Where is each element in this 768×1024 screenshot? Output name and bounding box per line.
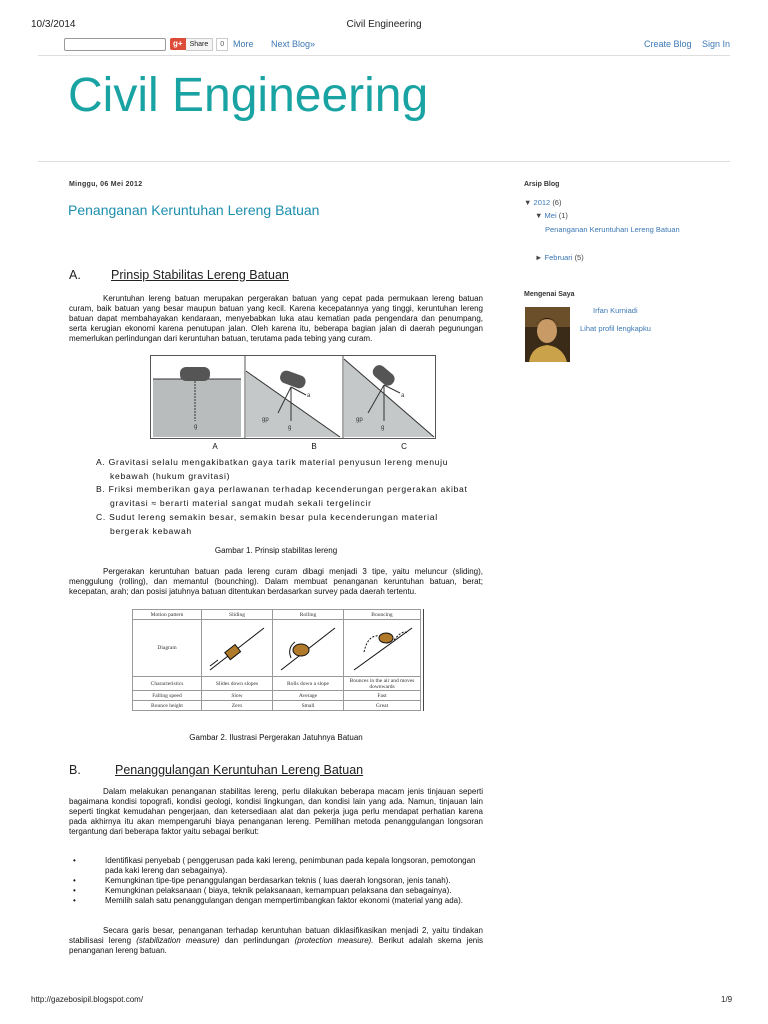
list-item: • Memilih salah satu penanggulangan dengan mempertimbangkan faktor ekonomi (material yang ada). bbox=[73, 896, 463, 905]
paragraph-1: Keruntuhan lereng batuan merupakan pergerakan batuan yang cepat pada permukaan lereng batuan curam, baik batuan yang besar maupun batuan yang kecil. Karena kecepatannya yang tinggi, keruntuhan lereng batuan dapat membahayakan kendaraan, menyebabkan luka atau kematian pada pengendara dan penumpang, serta kerugian ekonomi karena penutupan jalan. Oleh karena itu, beberapa bagian jalan di daerah pegunungan memerlukan perlindungan dari keruntuhan batuan, terutama pada tebing yang curam. bbox=[69, 294, 483, 343]
bouncing-speed: Fast bbox=[344, 691, 421, 701]
legend-b: B. Friksi memberikan gaya perlawanan terhadap kecenderungan pergerakan akibat gravitasi ≈ berarti material sangat mudah sekali tergelincir bbox=[96, 484, 468, 508]
characteristics-label: Characteristics bbox=[133, 677, 202, 691]
caption-1: Gambar 1. Prinsip stabilitas lereng bbox=[214, 546, 338, 555]
factor-list bbox=[69, 856, 483, 906]
gravity-symbol-b: g bbox=[288, 425, 292, 431]
list-item: • Kemungkinan pelaksanaan ( biaya, teknik pelaksanaan, kemampuan pelaksana dan sebagainya). bbox=[73, 886, 452, 895]
more-link[interactable]: More bbox=[233, 39, 254, 49]
falling-speed-label: Falling speed bbox=[133, 691, 202, 701]
author-name[interactable]: Irfan Kurniadi bbox=[593, 306, 638, 315]
normal-symbol-c: a bbox=[401, 393, 405, 399]
archive-month-februari[interactable]: ► Februari (5) bbox=[535, 253, 584, 262]
section-b-title: Penanggulangan Keruntuhan Lereng Batuan bbox=[115, 763, 364, 777]
archive-post-link[interactable]: Penanganan Keruntuhan Lereng Batuan bbox=[545, 225, 680, 234]
triangle-right-icon: ► bbox=[535, 253, 543, 262]
friction-symbol-b: gp bbox=[262, 417, 269, 423]
rolling-bounce: Small bbox=[273, 701, 344, 711]
post-date: Minggu, 06 Mei 2012 bbox=[69, 181, 143, 188]
navbar-divider bbox=[38, 55, 730, 56]
triangle-down-icon: ▼ bbox=[524, 198, 532, 207]
triangle-down-icon: ▼ bbox=[535, 211, 543, 220]
caption-2: Gambar 2. Ilustrasi Pergerakan Jatuhnya Batuan bbox=[189, 733, 363, 742]
bounce-height-label: Bounce height bbox=[133, 701, 202, 711]
sliding-speed: Slow bbox=[202, 691, 273, 701]
fig-label-b: B bbox=[311, 442, 317, 451]
gravity-symbol-c: g bbox=[381, 425, 385, 431]
search-input[interactable] bbox=[64, 38, 166, 51]
create-blog-link[interactable]: Create Blog bbox=[644, 39, 692, 49]
motion-table-figure bbox=[132, 609, 424, 711]
blog-title[interactable]: Civil Engineering bbox=[68, 69, 429, 122]
profile-link[interactable]: Lihat profil lengkapku bbox=[580, 324, 651, 333]
diagram-label: Diagram bbox=[133, 620, 202, 677]
avatar[interactable] bbox=[525, 307, 570, 362]
gplus-icon: g+ bbox=[170, 38, 186, 50]
archive-year[interactable]: ▼ 2012 (6) bbox=[524, 198, 562, 207]
paragraph-4: Secara garis besar, penanganan terhadap keruntuhan batuan diklasifikasikan menjadi 2, yaitu tindakan stabilisasi lereng (stabilization measure) dan perlindungan (protection measure). Berikut adalah skema jenis penanganan lereng batuan. bbox=[69, 926, 484, 955]
bouncing-characteristics: Bounces in the air and moves downwards bbox=[344, 677, 421, 691]
sign-in-link[interactable]: Sign In bbox=[702, 39, 731, 49]
rolling-diagram bbox=[275, 620, 341, 674]
sliding-characteristics: Slides down slopes bbox=[202, 677, 273, 691]
motion-table bbox=[132, 609, 421, 711]
bouncing-diagram bbox=[346, 620, 418, 674]
legend-c: C. Sudut lereng semakin besar, semakin besar pula kecenderungan material bergerak kebawah bbox=[96, 512, 438, 536]
share-count: 0 bbox=[216, 38, 228, 51]
paragraph-2: Pergerakan keruntuhan batuan pada lereng curam dibagi menjadi 3 tipe, yaitu meluncur (sliding), menggulung (rolling), dan memantul (bounching). Dalam membuat penanganan keruntuhan batuan, berat; kecepatan, arah; dan posisi jatuhnya batuan ditentukan berdasarkan survey pada daerah tertentu. bbox=[69, 567, 483, 596]
section-b-letter: B. bbox=[69, 763, 81, 777]
rolling-header: Rolling bbox=[273, 610, 344, 620]
rolling-speed: Average bbox=[273, 691, 344, 701]
print-title: Civil Engineering bbox=[346, 19, 422, 30]
stability-figure bbox=[150, 355, 436, 439]
rolling-characteristics: Rolls down a slope bbox=[273, 677, 344, 691]
sliding-header: Sliding bbox=[202, 610, 273, 620]
next-blog-link[interactable]: Next Blog» bbox=[271, 39, 316, 49]
print-date: 10/3/2014 bbox=[31, 19, 76, 30]
post-title[interactable]: Penanganan Keruntuhan Lereng Batuan bbox=[68, 202, 320, 218]
print-url: http://gazebosipil.blogspot.com/ bbox=[31, 995, 144, 1004]
archive-month-mei[interactable]: ▼ Mei (1) bbox=[535, 211, 568, 220]
about-title: Mengenai Saya bbox=[524, 291, 575, 298]
section-a-letter: A. bbox=[69, 268, 81, 282]
header-divider bbox=[38, 161, 730, 162]
paragraph-3: Dalam melakukan penanganan stabilitas lereng, perlu dilakukan beberapa macam jenis tinjauan seperti bagaimana kondisi topografi, kondisi geologi, kondisi lingkungan, dan kondisi lain yang ada. Namun, tinjauan lain seperti tingkat kemudahan pengerjaan, dan ketersediaan alat dan pekerja juga perlu mendapat perhatian karena pada akhirnya itu akan mempengaruhi biaya penanganan lereng. Pemilihan metoda penanggulangan longsoran tergantung dari beberapa faktor yaitu sebagai berikut: bbox=[69, 787, 483, 836]
print-page: 1/9 bbox=[721, 995, 733, 1004]
list-item: • Identifikasi penyebab ( penggerusan pada kaki lereng, penimbunan pada kepala longsoran, pemotongan pada kaki lereng dan sebagainya). bbox=[73, 856, 476, 875]
fig-label-c: C bbox=[401, 442, 407, 451]
gplus-share-button[interactable] bbox=[170, 37, 228, 51]
share-label: Share bbox=[186, 38, 214, 51]
gravity-symbol-a: g bbox=[194, 424, 198, 430]
sliding-bounce: Zero bbox=[202, 701, 273, 711]
list-item: • Kemungkinan tipe-tipe penanggulangan berdasarkan teknis ( luas daerah longsoran, jenis tanah). bbox=[73, 876, 451, 885]
motion-header: Motion pattern bbox=[133, 610, 202, 620]
legend-a: A. Gravitasi selalu mengakibatkan gaya tarik material penyusun lereng menuju kebawah (hukum gravitasi) bbox=[96, 457, 449, 481]
sliding-diagram bbox=[204, 620, 270, 674]
section-a-title: Prinsip Stabilitas Lereng Batuan bbox=[111, 268, 289, 282]
friction-symbol-c: gp bbox=[356, 417, 363, 423]
archive-title: Arsip Blog bbox=[524, 181, 560, 188]
bouncing-header: Bouncing bbox=[344, 610, 421, 620]
fig-label-a: A bbox=[212, 442, 218, 451]
normal-symbol-b: a bbox=[307, 393, 311, 399]
bouncing-bounce: Great bbox=[344, 701, 421, 711]
